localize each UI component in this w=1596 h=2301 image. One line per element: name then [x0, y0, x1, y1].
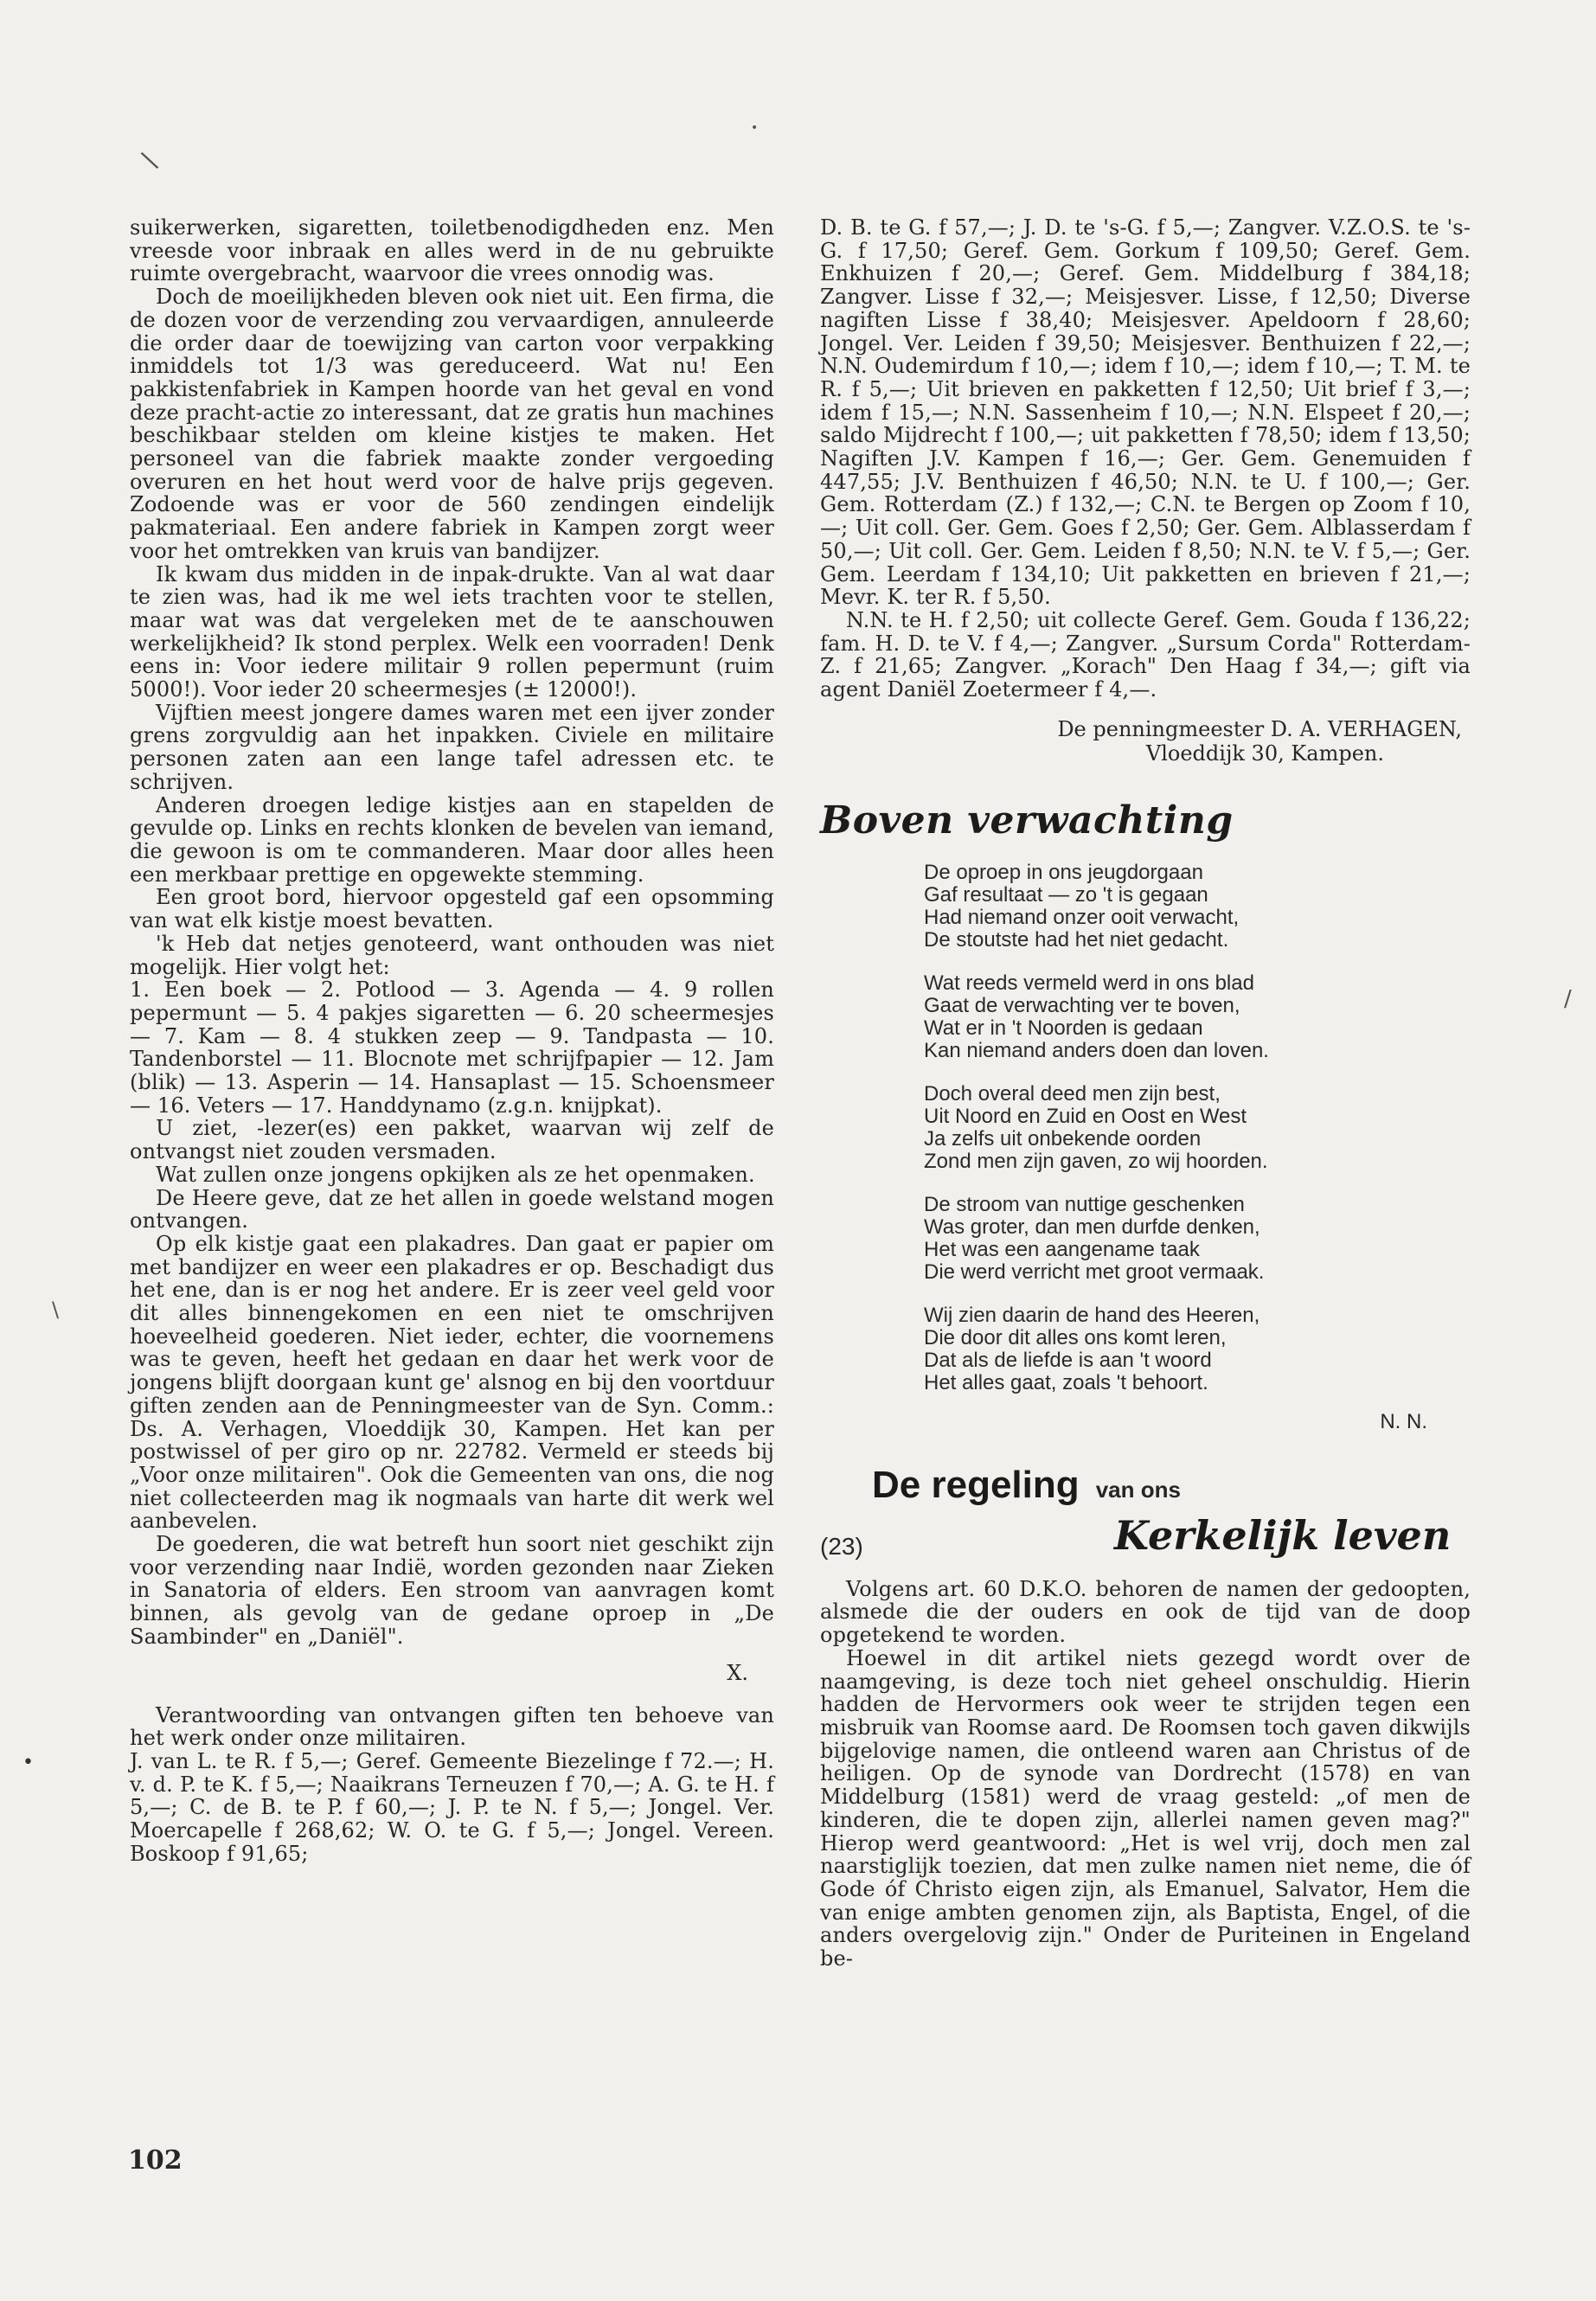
poem-line: Zond men zijn gaven, zo wij hoorden. [924, 1149, 1268, 1173]
heading-number: (23) [820, 1532, 863, 1560]
section-heading [872, 1464, 1471, 1507]
poem-line: Ja zelfs uit onbekende oorden [924, 1126, 1202, 1150]
treasurer-address: Vloeddijk 30, Kampen. [1145, 740, 1384, 766]
paragraph: Ik kwam dus midden in de inpak-drukte. Van al wat daar te zien was, had ik me wel iets trachten voor te stellen, maar wat was dat vergeleken met de te aanschouwen werkelijkheid? Ik stond perplex. Welk een voorraden! Denk eens in: Voor iedere militair 9 rollen pepermunt (ruim 5000!). Voor ieder 20 scheermesjes (± 12000!). [130, 561, 774, 702]
poem-stanza [924, 1083, 1471, 1173]
poem-line: Uit Noord en Zuid en Oost en West [924, 1104, 1247, 1128]
poem-line: Wat reeds vermeld werd in ons blad [924, 971, 1254, 995]
paragraph: Hoewel in dit artikel niets gezegd wordt over de naamgeving, is deze toch niet geheel onschuldig. Hierin hadden de Hervormers ook weer te strijden tegen een misbruik van Roomse aard. De Roomsen toch gaven dikwijls bijgelovige namen, die ontleend waren aan Christus of de heiligen. Op de synode van Dordrecht (1578) en van Middelburg (1581) werd de vraag gesteld: „of men de kinderen, die te dopen zijn, allerlei namen geven mag?" Hierop werd geantwoord: „Het is wel vrij, doch men zal naarstiglijk toezien, dat men zulke namen niet neme, die óf Gode óf Christo eigen zijn, als Emanuel, Salvator, Hem die van enige ambten genomen zijn, als Baptista, Engel, of die anders overgelovig zijn." Onder de Puriteinen in Engeland be- [820, 1645, 1471, 1971]
poem-line: Kan niemand anders doen dan loven. [924, 1038, 1269, 1062]
paragraph: Doch de moeilijkheden bleven ook niet uit. Een firma, die de dozen voor de verzending zou vervaardigen, annuleerde die order daar de toewijzing van carton voor verpakking inmiddels tot 1/3 was gereduceerd. Wat nu! Een pakkistenfabriek in Kampen hoorde van het geval en vond deze pracht-actie zo interessant, dat ze gratis hun machines beschikbaar stelden om kleine kistjes te maken. Het personeel van die fabriek maakte zonder vergoeding overuren en het hout werd voor de halve prijs gegeven. Zodoende was er voor de 560 zendingen eindelijk pakmateriaal. Een andere fabriek in Kampen zorgt weer voor het omtrekken van kruis van bandijzer. [130, 285, 774, 563]
paragraph: Anderen droegen ledige kistjes aan en stapelden de gevulde op. Links en rechts klonken de bevelen van iemand, die gewoon is om te commanderen. Maar door alles heen een merkbaar prettige en opgewekte stemming. [130, 792, 774, 887]
article-body [820, 1578, 1471, 1971]
paragraph: De goederen, die wat betreft hun soort niet geschikt zijn voor verzending naar Indië, worden gezonden naar Zieken in Sanatoria of elders. Een stroom van aanvragen komt binnen, als gevolg van de gedane oproep in „De Saambinder" en „Daniël". [130, 1532, 774, 1649]
poem-line: Dat als de liefde is aan 't woord [924, 1348, 1212, 1372]
paragraph: Vijftien meest jongere dames waren met een ijver zonder grens zorgvuldig aan het inpakken. Civiele en militaire personen zaten aan een lange tafel adressen etc. te schrijven. [130, 700, 774, 794]
paragraph: 'k Heb dat netjes genoteerd, want onthouden was niet mogelijk. Hier volgt het: [130, 931, 774, 979]
paragraph: U ziet, -lezer(es) een pakket, waarvan wij zelf de ontvangst niet zouden versmaden. [130, 1116, 774, 1164]
scan-mark-left: \ [52, 1298, 60, 1322]
poem-line: Was groter, dan men durfde denken, [924, 1215, 1260, 1239]
paragraph: 1. Een boek — 2. Potlood — 3. Agenda — 4. 9 rollen pepermunt — 5. 4 pakjes sigaretten — 6. 20 scheermesjes — 7. Kam — 8. 4 stukken zeep — 9. Tandpasta — 10. Tandenborstel — 11. Blocnote met schrijfpapier — 12. Jam (blik) — 13. Asperin — 14. Hansaplast — 15. Schoensmeer — 16. Veters — 17. Handdynamo (z.g.n. knijpkat). [130, 977, 774, 1118]
paragraph: Verantwoording van ontvangen giften ten behoeve van het werk onder onze militairen. [130, 1702, 774, 1751]
heading-main: De regeling [872, 1463, 1080, 1506]
paragraph: Op elk kistje gaat een plakadres. Dan gaat er papier om met bandijzer en weer een plakadres er op. Beschadigt dus het ene, dan is er nog het andere. Er is zeer veel geld voor dit alles binnengekomen en een niet te omschrijven hoeveelheid goederen. Niet ieder, echter, die voornemens was te geven, heeft het gedaan en daar het werk voor de jongens blijft doorgaan kunt ge' alsnog en bij den voortduur giften zenden aan de Penningmeester van de Syn. Comm.: Ds. A. Verhagen, Vloeddijk 30, Kampen. Het kan per postwissel of per giro op nr. 22782. Vermeld er steeds bij „Voor onze militairen". Ook die Gemeenten van ons, die nog niet collecteerden mag ik nogmaals van harte dit werk wel aanbevelen. [130, 1231, 774, 1534]
poem-line: Het alles gaat, zoals 't behoort. [924, 1370, 1208, 1394]
heading-script: Kerkelijk leven [1114, 1511, 1452, 1559]
page-number: 102 [128, 2145, 183, 2176]
poem-stanza [924, 972, 1471, 1062]
poem-line: Die door dit alles ons komt leren, [924, 1325, 1227, 1349]
scan-bullet: • [22, 1752, 34, 1773]
poem-line: Het was een aangename taak [924, 1237, 1200, 1261]
poem-stanza [924, 1304, 1471, 1394]
poem-line: Doch overal deed men zijn best, [924, 1081, 1221, 1106]
paragraph: D. B. te G. f 57,—; J. D. te 's-G. f 5,—; Zangver. V.Z.O.S. te 's-G. f 17,50; Geref. Gem. Gorkum f 109,50; Geref. Gem. Enkhuizen f 20,—; Geref. Gem. Middelburg f 384,18; Zangver. Lisse f 32,—; Meisjesver. Lisse, f 12,50; Diverse nagiften Lisse f 38,40; Meisjesver. Apeldoorn f 28,60; Jongel. Ver. Leiden f 39,50; Meisjesver. Benthuizen f 22,—; N.N. Oudemirdum f 10,—; idem f 10,—; idem f 10,—; T. M. te R. f 5,—; Uit brieven en pakketten f 12,50; Uit brief f 3,—; idem f 15,—; N.N. Sassenheim f 10,—; N.N. Elspeet f 20,—; saldo Mijdrecht f 100,—; uit pakketten f 78,50; idem f 13,50; Nagiften J.V. Kampen f 16,—; Ger. Gem. Genemuiden f 447,55; J.V. Benthuizen f 46,50; N.N. te U. f 100,—; Ger. Gem. Rotterdam (Z.) f 132,—; C.N. te Bergen op Zoom f 10,—; Uit coll. Ger. Gem. Goes f 2,50; Ger. Gem. Alblasserdam f 50,—; Uit coll. Ger. Gem. Leiden f 8,50; N.N. te V. f 5,—; Ger. Gem. Leerdam f 134,10; Uit pakketten en brieven f 21,—; Mevr. K. ter R. f 5,50. [820, 215, 1471, 610]
treasurer-name: De penningmeester D. A. VERHAGEN, [1057, 716, 1462, 741]
poem-stanza [924, 1194, 1471, 1284]
article-signature: X. [727, 1660, 748, 1685]
section-heading-row2 [820, 1512, 1471, 1566]
poem-line: De stroom van nuttige geschenken [924, 1192, 1245, 1216]
poem-line: Wat er in 't Noorden is gedaan [924, 1016, 1203, 1040]
poem-line: Gaat de verwachting ver te boven, [924, 993, 1240, 1017]
scan-mark-right: / [1564, 986, 1572, 1012]
left-column [130, 216, 774, 1866]
paragraph: J. van L. te R. f 5,—; Geref. Gemeente Biezelinge f 72.—; H. v. d. P. te K. f 5,—; Naaikrans Terneuzen f 70,—; A. G. te H. f 5,—; C. de B. te P. f 60,—; J. P. te N. f 5,—; Jongel. Ver. Moercapelle f 268,62; W. O. te G. f 5,—; Jongel. Vereen. Boskoop f 91,65; [130, 1749, 774, 1866]
poem-line: Wij zien daarin de hand des Heeren, [924, 1303, 1260, 1327]
poem-signature: N. N. [1380, 1409, 1427, 1433]
poem-line: Die werd verricht met groot vermaak. [924, 1259, 1265, 1284]
poem-line: De oproep in ons jeugdorgaan [924, 860, 1203, 884]
paragraph: Een groot bord, hiervoor opgesteld gaf een opsomming van wat elk kistje moest bevatten. [130, 885, 774, 933]
scan-dot: • [751, 121, 759, 135]
paragraph: Volgens art. 60 D.K.O. behoren de namen der gedoopten, alsmede die der ouders en ook de tijd van de doop opgetekend te worden. [820, 1576, 1471, 1648]
heading-small: van ons [1095, 1476, 1181, 1503]
donations-list [130, 1704, 774, 1866]
paragraph: suikerwerken, sigaretten, toiletbenodigdheden enz. Men vreesde voor inbraak en alles werd in de nu gebruikte ruimte overgebracht, waarvoor die vrees onnodig was. [130, 215, 774, 286]
poem-line: De stoutste had het niet gedacht. [924, 927, 1229, 952]
poem [924, 862, 1471, 1394]
treasurer-signature [820, 717, 1462, 766]
paragraph: De Heere geve, dat ze het allen in goede welstand mogen ontvangen. [130, 1185, 774, 1234]
poem-stanza [924, 862, 1471, 952]
right-column [820, 216, 1471, 1971]
left-paragraphs [130, 216, 774, 1649]
poem-line: Gaf resultaat — zo 't is gegaan [924, 882, 1208, 907]
scan-mark: \ [138, 144, 162, 176]
poem-line: Had niemand onzer ooit verwacht, [924, 905, 1240, 929]
paragraph: N.N. te H. f 2,50; uit collecte Geref. Gem. Gouda f 136,22; fam. H. D. te V. f 4,—; Zangver. „Sursum Corda" Rotterdam-Z. f 21,65; Zangver. „Korach" Den Haag f 34,—; gift via agent Daniël Zoetermeer f 4,—. [820, 607, 1471, 702]
paragraph: Wat zullen onze jongens opkijken als ze het openmaken. [156, 1162, 755, 1187]
poem-title: Boven verwachting [820, 798, 1234, 843]
donations-list-continued [820, 216, 1471, 702]
